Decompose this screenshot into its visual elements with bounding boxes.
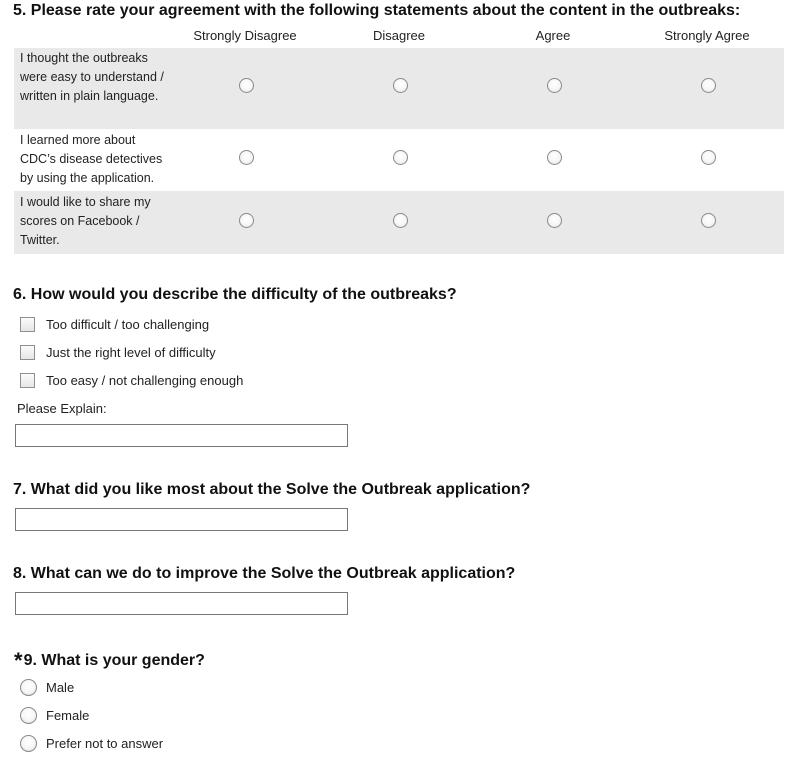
- radio-row2-strongly-disagree[interactable]: [239, 150, 254, 165]
- radio-row1-agree[interactable]: [547, 78, 562, 93]
- checkbox-too-easy[interactable]: [20, 373, 35, 388]
- like-most-input[interactable]: [15, 508, 348, 531]
- radio-row1-strongly-disagree[interactable]: [239, 78, 254, 93]
- matrix-row-label: I would like to share my scores on Facebook / Twitter.: [20, 195, 151, 247]
- radio-row2-agree[interactable]: [547, 150, 562, 165]
- radio-row3-agree[interactable]: [547, 213, 562, 228]
- radio-row3-strongly-agree[interactable]: [701, 213, 716, 228]
- option-label-male: Male: [46, 680, 75, 695]
- column-header-strongly-agree: Strongly Agree: [664, 28, 750, 43]
- option-label-too-easy: Too easy / not challenging enough: [46, 373, 244, 388]
- matrix-row-label: I learned more about CDC’s disease detectives by using the application.: [20, 133, 163, 185]
- option-label-prefer-not: Prefer not to answer: [46, 736, 164, 751]
- option-label-female: Female: [46, 708, 90, 723]
- column-header-disagree: Disagree: [372, 28, 426, 43]
- option-label-too-difficult: Too difficult / too challenging: [46, 317, 210, 332]
- radio-row2-disagree[interactable]: [393, 150, 408, 165]
- column-header-strongly-disagree: Strongly Disagree: [193, 28, 297, 43]
- question-5-title: 5. Please rate your agreement with the following statements about the content in the outbreaks:: [13, 2, 741, 19]
- column-header-agree: Agree: [535, 28, 571, 43]
- matrix-row-label: I thought the outbreaks were easy to understand / written in plain language.: [20, 51, 164, 103]
- improve-input[interactable]: [15, 592, 348, 615]
- checkbox-just-right[interactable]: [20, 345, 35, 360]
- option-label-just-right: Just the right level of difficulty: [46, 345, 216, 360]
- matrix-row-share-scores: [14, 191, 784, 254]
- radio-row1-disagree[interactable]: [393, 78, 408, 93]
- question-9-title: [14, 645, 205, 671]
- question-6-title: 6. How would you describe the difficulty of the outbreaks?: [13, 286, 457, 303]
- radio-gender-male[interactable]: [20, 679, 37, 696]
- matrix-row-learned-more: [14, 129, 784, 191]
- radio-row2-strongly-agree[interactable]: [701, 150, 716, 165]
- radio-gender-female[interactable]: [20, 707, 37, 724]
- radio-gender-prefer-not[interactable]: [20, 735, 37, 752]
- required-marker: *: [14, 648, 23, 673]
- radio-row3-disagree[interactable]: [393, 213, 408, 228]
- question-7-title: 7. What did you like most about the Solve the Outbreak application?: [13, 481, 531, 498]
- question-9-text: 9. What is your gender?: [23, 652, 205, 669]
- matrix-row-easy-to-understand: [14, 48, 784, 129]
- question-8-title: 8. What can we do to improve the Solve the Outbreak application?: [13, 565, 516, 582]
- radio-row1-strongly-agree[interactable]: [701, 78, 716, 93]
- please-explain-label: Please Explain:: [17, 401, 107, 416]
- checkbox-too-difficult[interactable]: [20, 317, 35, 332]
- please-explain-input[interactable]: [15, 424, 348, 447]
- radio-row3-strongly-disagree[interactable]: [239, 213, 254, 228]
